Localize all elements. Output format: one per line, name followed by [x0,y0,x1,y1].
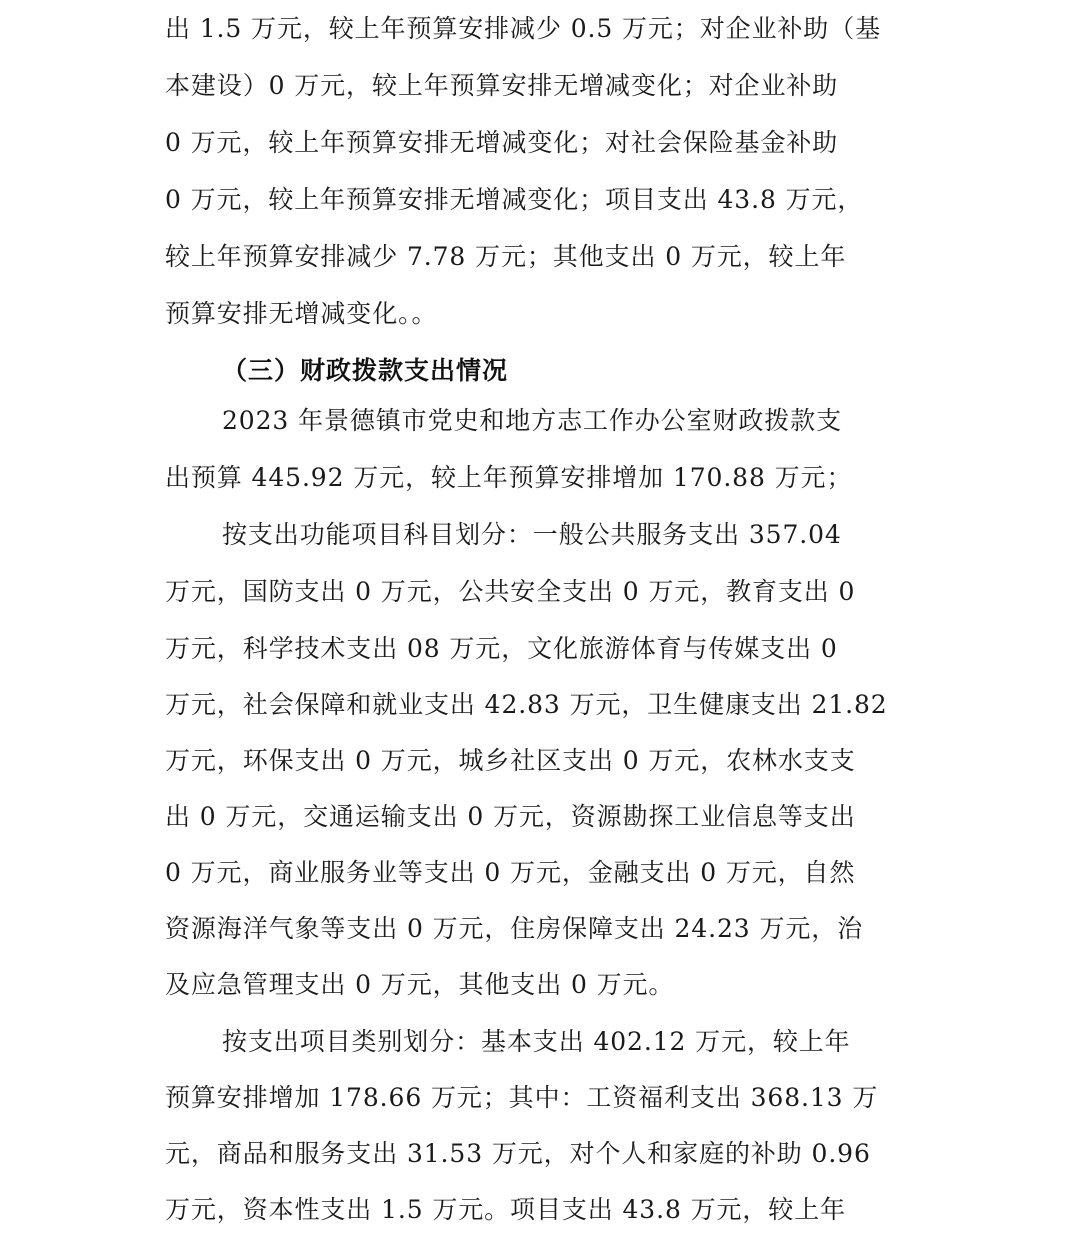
paragraph-line: 本建设）0 万元，较上年预算安排无增减变化；对企业补助 [165,71,839,100]
paragraph-line: 0 万元，较上年预算安排无增减变化；项目支出 43.8 万元， [165,185,864,214]
paragraph-line: 按支出项目类别划分：基本支出 402.12 万元，较上年 [222,1027,851,1056]
paragraph-line: 元，商品和服务支出 31.53 万元，对个人和家庭的补助 0.96 [165,1139,871,1168]
paragraph-line: 万元，国防支出 0 万元，公共安全支出 0 万元，教育支出 0 [165,577,856,606]
paragraph-line: 0 万元，较上年预算安排无增减变化；对社会保险基金补助 [165,128,839,157]
paragraph-line: 按支出功能项目科目划分：一般公共服务支出 357.04 [222,520,842,549]
paragraph-line: 万元，科学技术支出 08 万元，文化旅游体育与传媒支出 0 [165,634,838,663]
paragraph-line: 0 万元，商业服务业等支出 0 万元，金融支出 0 万元，自然 [165,858,856,887]
section-heading: （三）财政拨款支出情况 [222,356,509,385]
paragraph-line: 万元，资本性支出 1.5 万元。项目支出 43.8 万元，较上年 [165,1195,847,1224]
paragraph-line: 出预算 445.92 万元，较上年预算安排增加 170.88 万元； [165,463,853,492]
paragraph-line: 较上年预算安排减少 7.78 万元；其他支出 0 万元，较上年 [165,242,847,271]
paragraph-line: 预算安排增加 178.66 万元；其中：工资福利支出 368.13 万 [165,1083,879,1112]
paragraph-line: 预算安排无增减变化。。 [165,299,438,328]
paragraph-line: 2023 年景德镇市党史和地方志工作办公室财政拨款支 [222,406,842,435]
paragraph-line: 出 1.5 万元，较上年预算安排减少 0.5 万元；对企业补助（基 [165,14,882,43]
paragraph-line: 万元，环保支出 0 万元，城乡社区支出 0 万元，农林水支支 [165,746,856,775]
paragraph-line: 出 0 万元，交通运输支出 0 万元，资源勘探工业信息等支出 [165,802,856,831]
paragraph-line: 万元，社会保障和就业支出 42.83 万元，卫生健康支出 21.82 [165,690,888,719]
paragraph-line: 资源海洋气象等支出 0 万元，住房保障支出 24.23 万元，治 [165,914,864,943]
paragraph-line: 及应急管理支出 0 万元，其他支出 0 万元。 [165,970,675,999]
